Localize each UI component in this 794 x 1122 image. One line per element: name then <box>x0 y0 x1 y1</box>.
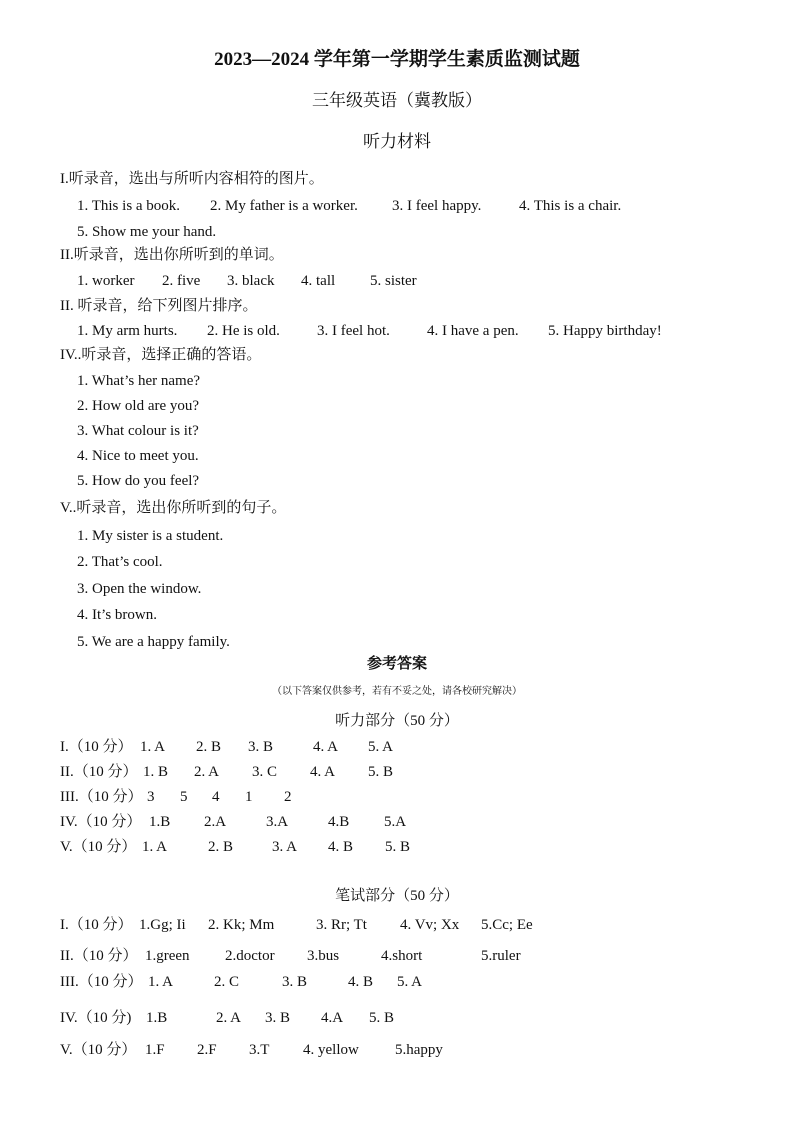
section-3-heading: II. 听录音，给下列图片排序。 <box>60 298 258 314</box>
list-item: 1. This is a book. <box>77 198 181 214</box>
section-1-heading: I.听录音，选出与所听内容相符的图片。 <box>60 171 324 187</box>
list-item: 2. He is old. <box>207 323 280 339</box>
answer-key-title: 参考答案 <box>366 656 427 672</box>
answer-row-label: IV.（10 分) <box>60 1010 132 1026</box>
answer-cell: 5. B <box>368 764 394 780</box>
list-item: 4. It’s brown. <box>77 607 157 623</box>
list-item: 4. I have a pen. <box>427 323 519 339</box>
list-item: 2. How old are you? <box>77 398 200 414</box>
answer-row-label: II.（10 分） <box>60 764 138 780</box>
list-item: 3. What colour is it? <box>77 423 199 439</box>
list-item: 5. Show me your hand. <box>77 224 217 240</box>
answer-cell: 5. B <box>385 839 411 855</box>
list-item: 3. I feel happy. <box>392 198 482 214</box>
answer-cell: 4.short <box>381 948 423 964</box>
answer-cell: 1.B <box>146 1010 168 1026</box>
list-item: 1. worker <box>77 273 135 289</box>
answer-cell: 1 <box>245 789 253 805</box>
list-item: 1. My arm hurts. <box>77 323 178 339</box>
answer-cell: 1. A <box>148 974 174 990</box>
answer-key-note: （以下答案仅供参考，若有不妥之处，请各校研究解决） <box>272 686 522 697</box>
list-item: 3. Open the window. <box>77 581 202 597</box>
answer-cell: 1. A <box>140 739 166 755</box>
answer-cell: 3.A <box>266 814 289 830</box>
answer-cell: 5.happy <box>395 1042 443 1058</box>
answer-cell: 2. B <box>196 739 222 755</box>
document-title: 2023—2024 学年第一学期学生素质监测试题 <box>214 49 580 70</box>
answer-cell: 1. B <box>143 764 169 780</box>
answer-cell: 2. B <box>208 839 234 855</box>
answer-cell: 5 <box>180 789 188 805</box>
answer-cell: 2.doctor <box>225 948 275 964</box>
answer-cell: 1.B <box>149 814 171 830</box>
answer-cell: 5. B <box>369 1010 395 1026</box>
answer-cell: 1. A <box>142 839 168 855</box>
answer-cell: 1.Gg; Ii <box>139 917 186 933</box>
answer-cell: 4. A <box>310 764 336 780</box>
answer-cell: 3. B <box>248 739 274 755</box>
answer-cell: 4. Vv; Xx <box>400 917 460 933</box>
answer-cell: 5.Cc; Ee <box>481 917 533 933</box>
list-item: 2. My father is a worker. <box>210 198 358 214</box>
list-item: 5. Happy birthday! <box>548 323 662 339</box>
answer-cell: 3. C <box>252 764 278 780</box>
list-item: 4. This is a chair. <box>519 198 622 214</box>
list-item: 3. I feel hot. <box>317 323 390 339</box>
answer-cell: 3. B <box>282 974 308 990</box>
answer-cell: 3.T <box>249 1042 270 1058</box>
answer-cell: 1.green <box>145 948 190 964</box>
answer-cell: 2.A <box>204 814 227 830</box>
answer-cell: 4. B <box>348 974 374 990</box>
listening-material-title: 听力材料 <box>363 132 431 151</box>
list-item: 1. My sister is a student. <box>77 528 224 544</box>
answer-row-label: IV.（10 分） <box>60 814 142 830</box>
list-item: 3. black <box>227 273 275 289</box>
answer-cell: 2 <box>284 789 292 805</box>
answer-row-label: I.（10 分） <box>60 917 133 933</box>
list-item: 1. What’s her name? <box>77 373 201 389</box>
answer-row-label: III.（10 分） <box>60 789 143 805</box>
list-item: 4. Nice to meet you. <box>77 448 199 464</box>
document-subtitle: 三年级英语（冀教版） <box>312 91 482 110</box>
answer-cell: 5.ruler <box>481 948 521 964</box>
answer-cell: 5. A <box>368 739 394 755</box>
answer-cell: 4. A <box>313 739 339 755</box>
answer-cell: 3. Rr; Tt <box>316 917 367 933</box>
section-2-heading: II.听录音，选出你所听到的单词。 <box>60 247 284 263</box>
answer-cell: 2. Kk; Mm <box>208 917 275 933</box>
answer-cell: 3 <box>147 789 155 805</box>
listening-part-heading: 听力部分（50 分） <box>335 713 459 729</box>
list-item: 5. sister <box>370 273 417 289</box>
answer-cell: 4. B <box>328 839 354 855</box>
section-5-heading: V..听录音，选出你所听到的句子。 <box>60 500 287 516</box>
answer-cell: 2.F <box>197 1042 217 1058</box>
answer-cell: 4.B <box>328 814 350 830</box>
list-item: 5. How do you feel? <box>77 473 200 489</box>
answer-cell: 2. C <box>214 974 240 990</box>
answer-cell: 4 <box>212 789 220 805</box>
answer-row-label: III.（10 分） <box>60 974 143 990</box>
list-item: 2. five <box>162 273 201 289</box>
answer-cell: 3.bus <box>307 948 340 964</box>
answer-cell: 4.A <box>321 1010 344 1026</box>
section-4-heading: IV..听录音，选择正确的答语。 <box>60 347 262 363</box>
list-item: 4. tall <box>301 273 336 289</box>
list-item: 5. We are a happy family. <box>77 634 230 650</box>
answer-cell: 4. yellow <box>303 1042 359 1058</box>
list-item: 2. That’s cool. <box>77 554 163 570</box>
answer-cell: 5.A <box>384 814 407 830</box>
answer-row-label: V.（10 分） <box>60 1042 137 1058</box>
answer-cell: 2. A <box>194 764 220 780</box>
answer-cell: 2. A <box>216 1010 242 1026</box>
answer-row-label: II.（10 分） <box>60 948 138 964</box>
answer-cell: 3. A <box>272 839 298 855</box>
answer-row-label: V.（10 分） <box>60 839 137 855</box>
answer-row-label: I.（10 分） <box>60 739 133 755</box>
answer-cell: 1.F <box>145 1042 165 1058</box>
written-part-heading: 笔试部分（50 分） <box>335 888 459 904</box>
answer-cell: 3. B <box>265 1010 291 1026</box>
answer-cell: 5. A <box>397 974 423 990</box>
